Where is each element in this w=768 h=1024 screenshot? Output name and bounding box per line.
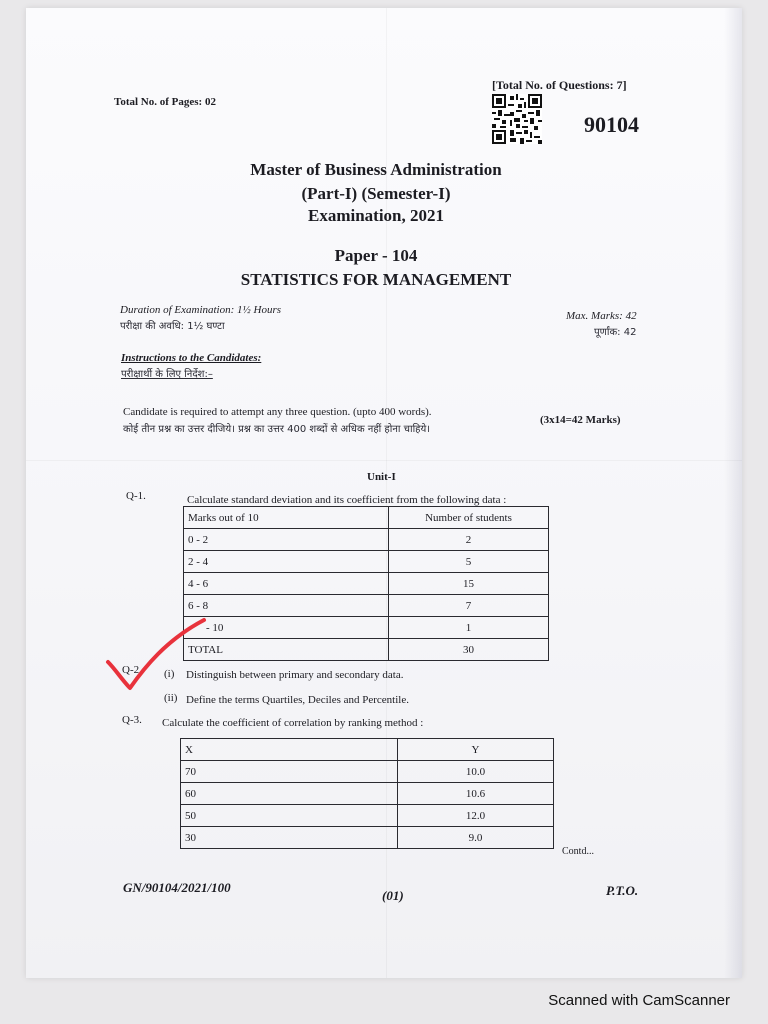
q3-text: Calculate the coefficient of correlation by ranking method : — [162, 717, 424, 729]
q2-part-i-text: Distinguish between primary and secondary data. — [186, 669, 404, 681]
table-cell: 10.6 — [398, 783, 554, 805]
duration-hi: परीक्षा की अवधि: 1½ घण्टा — [120, 321, 225, 332]
table-header-cell: Number of students — [389, 507, 549, 529]
q2-part-i-number: (i) — [164, 668, 175, 680]
paper-edge-shadow — [724, 8, 742, 978]
instructions-heading-hi: परीक्षार्थी के लिए निर्देश:– — [121, 369, 213, 380]
q1-text: Calculate standard deviation and its coefficient from the following data : — [187, 494, 507, 506]
table-row — [184, 529, 549, 551]
instructions-heading-en: Instructions to the Candidates: — [121, 352, 262, 364]
paper-code: 90104 — [584, 112, 639, 137]
table-cell: 12.0 — [398, 805, 554, 827]
table-header-cell: Y — [398, 739, 554, 761]
q2-label: Q-2 — [122, 664, 140, 676]
table-row — [184, 617, 549, 639]
duration-en: Duration of Examination: 1½ Hours — [120, 304, 282, 316]
table-cell: 9.0 — [398, 827, 554, 849]
q3-label: Q-3. — [122, 714, 142, 726]
max-marks-en: Max. Marks: 42 — [566, 310, 637, 322]
table-cell: 1 — [389, 617, 549, 639]
table-row — [181, 783, 554, 805]
table-cell: 2 — [389, 529, 549, 551]
please-turn-over: P.T.O. — [606, 883, 639, 898]
table-cell: 15 — [389, 573, 549, 595]
max-marks-hi: पूर्णांक: 42 — [594, 327, 637, 338]
page-number: (01) — [382, 888, 404, 903]
table-cell: TOTAL — [184, 639, 389, 661]
programme-title: Master of Business Administration — [250, 160, 502, 179]
unit-heading: Unit-I — [367, 471, 396, 483]
total-questions: [Total No. of Questions: 7] — [492, 78, 627, 92]
q1-label: Q-1. — [126, 490, 146, 502]
table-header-cell: X — [181, 739, 398, 761]
qr-code-icon — [492, 94, 542, 144]
table-cell: 10.0 — [398, 761, 554, 783]
table-cell: 0 - 2 — [184, 529, 389, 551]
subject-title: STATISTICS FOR MANAGEMENT — [240, 270, 512, 289]
table-row — [184, 639, 549, 661]
instructions-text-en: Candidate is required to attempt any three question. (upto 400 words). — [123, 406, 432, 418]
q2-part-ii-text: Define the terms Quartiles, Deciles and Percentile. — [186, 694, 409, 706]
q2-part-ii-number: (ii) — [164, 692, 178, 704]
table-cell: 4 - 6 — [184, 573, 389, 595]
table-row — [184, 551, 549, 573]
marks-distribution: (3x14=42 Marks) — [540, 414, 621, 426]
table-cell: 50 — [181, 805, 398, 827]
table-cell: 6 - 8 — [184, 595, 389, 617]
q1-frequency-table — [183, 506, 549, 661]
table-cell: 30 — [389, 639, 549, 661]
table-row — [184, 573, 549, 595]
table-row — [181, 761, 554, 783]
table-row — [181, 827, 554, 849]
instructions-text-hi: कोई तीन प्रश्न का उत्तर दीजिये। प्रश्न का उत्तर 400 शब्दों से अधिक नहीं होना चाहिये। — [123, 424, 431, 435]
q3-correlation-table — [180, 738, 554, 849]
table-row — [184, 595, 549, 617]
table-header-row — [184, 507, 549, 529]
table-cell: 70 — [181, 761, 398, 783]
table-header-cell: Marks out of 10 — [184, 507, 389, 529]
continued-note: Contd... — [562, 846, 594, 857]
total-pages: Total No. of Pages: 02 — [114, 96, 216, 108]
footer-code: GN/90104/2021/100 — [123, 880, 231, 895]
table-cell: - 10 — [184, 617, 389, 639]
table-cell: 7 — [389, 595, 549, 617]
table-cell: 2 - 4 — [184, 551, 389, 573]
table-row — [181, 805, 554, 827]
paper-crease-horizontal — [26, 460, 742, 461]
table-cell: 60 — [181, 783, 398, 805]
table-cell: 5 — [389, 551, 549, 573]
scanner-watermark — [0, 992, 768, 1009]
table-header-row — [181, 739, 554, 761]
red-check-mark-icon — [100, 612, 210, 696]
scanner-watermark-text: Scanned with CamScanner — [548, 992, 730, 1009]
paper-number: Paper - 104 — [334, 246, 418, 265]
part-semester: (Part-I) (Semester-I) — [301, 184, 451, 203]
table-cell: 30 — [181, 827, 398, 849]
exam-year: Examination, 2021 — [307, 206, 445, 225]
